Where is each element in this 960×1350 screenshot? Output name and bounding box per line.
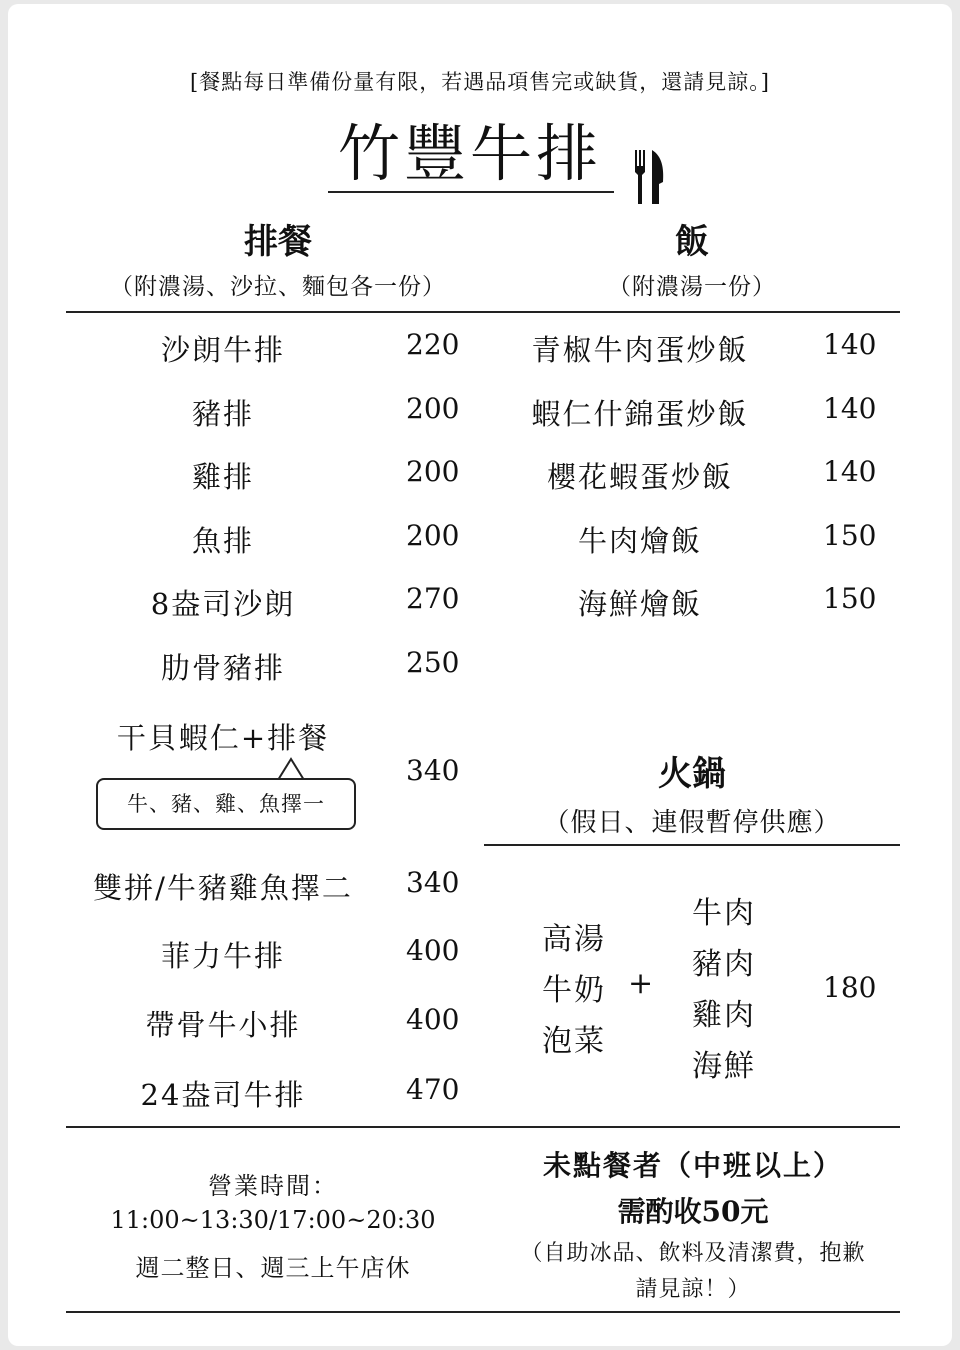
rice-item-price: 140 [823, 392, 877, 425]
hotpot-price: 180 [823, 971, 877, 1004]
steak-item-price: 270 [406, 582, 460, 615]
plus-sign: + [628, 966, 654, 1001]
steak-item-price: 200 [406, 455, 460, 488]
rice-item-name: 牛肉燴飯 [577, 524, 702, 558]
minimum-note: （自助冰品、飲料及清潔費，抱歉 [520, 1241, 866, 1266]
hotpot-heading: 火鍋 [658, 754, 726, 794]
notice-text: [餐點每日準備份量有限，若遇品項售完或缺貨，還請見諒。] [190, 70, 770, 94]
rice-item-price: 150 [823, 582, 877, 615]
steak-item-name: 魚排 [191, 524, 254, 558]
steak-item-name: 雞排 [191, 460, 254, 494]
bottom-divider [66, 1311, 900, 1313]
hotpot-meats [692, 888, 756, 1092]
menu-page [8, 4, 952, 1346]
steak-item-name: 24盎司牛排 [140, 1078, 306, 1112]
steak-item-name: 肋骨豬排 [160, 651, 285, 685]
hotpot-meat: 雞肉 [692, 998, 756, 1033]
rice-item-name: 蝦仁什錦蛋炒飯 [531, 397, 749, 431]
rice-item-name: 青椒牛肉蛋炒飯 [531, 333, 749, 367]
minimum-title: 未點餐者（中班以上） [542, 1149, 843, 1182]
steak-item-name: 菲力牛排 [160, 939, 285, 973]
hours-closed: 週二整日、週三上午店休 [135, 1254, 411, 1282]
rice-item-name: 櫻花蝦蛋炒飯 [546, 460, 733, 494]
combo-item-name: 干貝蝦仁+排餐 [116, 721, 330, 755]
header-divider [66, 311, 900, 313]
steak-item-name: 豬排 [191, 397, 254, 431]
steak-item-price: 200 [406, 519, 460, 552]
hotpot-base: 高湯 [542, 922, 606, 957]
steak-item-price: 340 [406, 866, 460, 899]
rice-item-price: 150 [823, 519, 877, 552]
steak-item-name: 帶骨牛小排 [145, 1008, 301, 1042]
minimum-apology: 請見諒！） [635, 1277, 751, 1302]
rice-subtitle: （附濃湯一份） [608, 274, 776, 300]
hotpot-meat: 牛肉 [692, 896, 756, 931]
title-underline [328, 191, 614, 193]
hotpot-bases [542, 914, 606, 1067]
steak-item-price: 470 [406, 1073, 460, 1106]
hours-label: 營業時間： [208, 1172, 338, 1200]
hours-times: 11:00~13:30/17:00~20:30 [110, 1206, 436, 1234]
hotpot-meat: 海鮮 [692, 1049, 756, 1084]
hotpot-base: 牛奶 [542, 973, 606, 1008]
rice-item-name: 海鮮燴飯 [577, 587, 702, 621]
restaurant-title: 竹豐牛排 [338, 117, 603, 190]
combo-choice-note: 牛、豬、雞、魚擇一 [96, 778, 356, 830]
hotpot-divider [484, 844, 900, 846]
steak-item-price: 200 [406, 392, 460, 425]
minimum-fee: 需酌收50元 [617, 1195, 769, 1228]
rice-heading: 飯 [675, 222, 709, 262]
rice-item-price: 140 [823, 455, 877, 488]
hotpot-base: 泡菜 [542, 1024, 606, 1059]
hotpot-meat: 豬肉 [692, 947, 756, 982]
steak-item-name: 沙朗牛排 [160, 333, 285, 367]
steak-item-price: 400 [406, 934, 460, 967]
footer-divider [66, 1126, 900, 1128]
steak-item-price: 220 [406, 328, 460, 361]
steak-heading: 排餐 [244, 222, 312, 262]
fork-knife-icon [632, 142, 666, 206]
hotpot-subtitle: （假日、連假暫停供應） [543, 808, 841, 838]
combo-item-price: 340 [406, 754, 460, 787]
steak-item-price: 400 [406, 1003, 460, 1036]
steak-item-name: 8盎司沙朗 [150, 587, 296, 621]
rice-item-price: 140 [823, 328, 877, 361]
steak-item-name: 雙拼/牛豬雞魚擇二 [93, 871, 353, 905]
steak-subtitle: （附濃湯、沙拉、麵包各一份） [110, 274, 446, 300]
steak-item-price: 250 [406, 646, 460, 679]
